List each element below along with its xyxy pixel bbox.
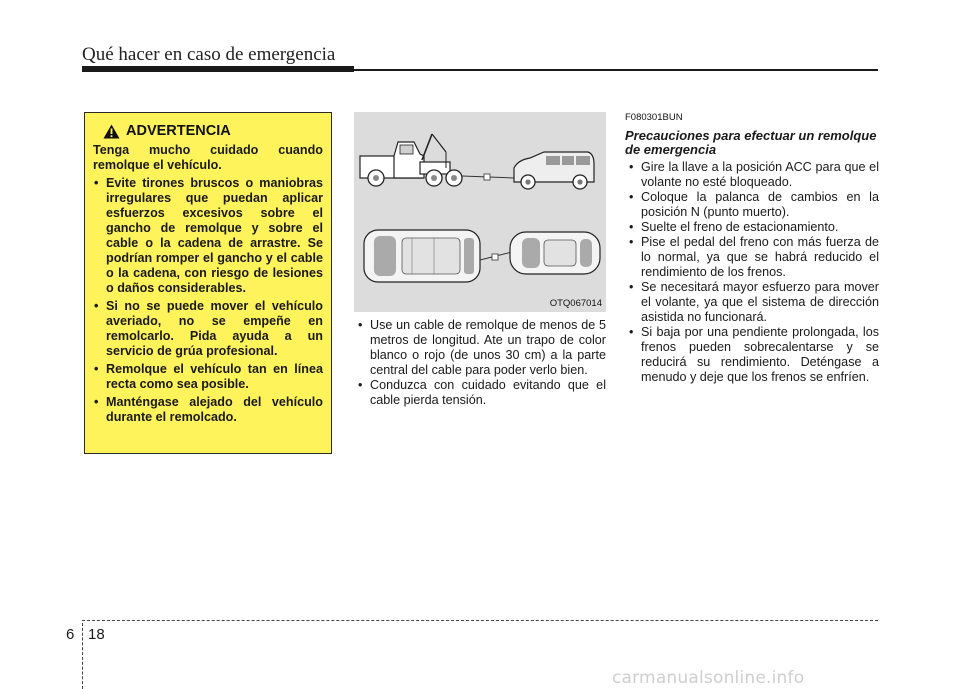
- middle-column: [354, 318, 606, 408]
- watermark: carmanualsonline.info: [612, 668, 805, 688]
- header-rule-thick: [82, 66, 354, 72]
- warning-triangle-icon: [103, 124, 120, 139]
- right-column: [625, 112, 879, 385]
- minivan-side-icon: [514, 152, 594, 189]
- towing-illustration: [354, 112, 606, 312]
- list-item: • Suelte el freno de estacionamiento.: [625, 220, 879, 235]
- tow-truck-icon: [360, 134, 462, 186]
- chapter-number: 6: [66, 626, 75, 643]
- figure-code: OTQ067014: [549, 298, 602, 309]
- footer-vertical-divider: [82, 623, 84, 689]
- warning-header: [93, 123, 323, 139]
- section-code: F080301BUN: [625, 112, 683, 123]
- list-item: • Coloque la palanca de cambios en la posición N (punto muerto).: [625, 190, 879, 220]
- warning-intro: Tenga mucho cuidado cuando remolque el vehículo.: [93, 143, 323, 172]
- list-item: • Gire la llave a la posición ACC para que el volante no esté bloqueado.: [625, 160, 879, 190]
- warning-list: [93, 176, 323, 425]
- section-title: Precauciones para efectuar un remolque de emergencia: [625, 128, 877, 157]
- car-top-icon: [510, 232, 600, 274]
- list-item: • Se necesitará mayor esfuerzo para mover el volante, ya que el sistema de dirección asistida no funcionará.: [625, 280, 879, 325]
- page-header-title: Qué hacer en caso de emergencia: [82, 44, 336, 65]
- middle-bullet-list: [354, 318, 606, 408]
- list-item: • Use un cable de remolque de menos de 5 metros de longitud. Ate un trapo de color blanco o rojo (de unos 30 cm) a la parte central del cable para poder verlo bien.: [354, 318, 606, 378]
- warning-item: • Si no se puede mover el vehículo averiado, no se empeñe en remolcarlo. Pida ayuda a un servicio de grúa profesional.: [93, 299, 323, 359]
- warning-item: • Remolque el vehículo tan en línea recta como sea posible.: [93, 362, 323, 392]
- precautions-list: [625, 160, 879, 385]
- warning-item: • Manténgase alejado del vehículo durante el remolcado.: [93, 395, 323, 425]
- minivan-top-icon: [364, 230, 480, 282]
- list-item: • Si baja por una pendiente prolongada, los frenos pueden sobrecalentarse y se reducirá su rendimiento. Deténgase a menudo y deje que los frenos se enfríen.: [625, 325, 879, 385]
- warning-box: [84, 112, 332, 454]
- list-item: • Conduzca con cuidado evitando que el cable pierda tensión.: [354, 378, 606, 408]
- header-rule-thin: [354, 69, 878, 71]
- footer-divider: [82, 620, 878, 622]
- towing-diagram: [354, 112, 606, 312]
- page-number: 18: [88, 626, 105, 643]
- warning-item: • Evite tirones bruscos o maniobras irregulares que puedan aplicar esfuerzos excesivos sobre el gancho de remolque y sobre el cable o la cadena de arrastre. Se podrían romper el gancho y el cable o la cadena, con riesgo de lesiones o daños considerables.: [93, 176, 323, 296]
- warning-title: ADVERTENCIA: [126, 123, 231, 139]
- list-item: • Pise el pedal del freno con más fuerza de lo normal, ya que se habrá reducido el rendimiento de los frenos.: [625, 235, 879, 280]
